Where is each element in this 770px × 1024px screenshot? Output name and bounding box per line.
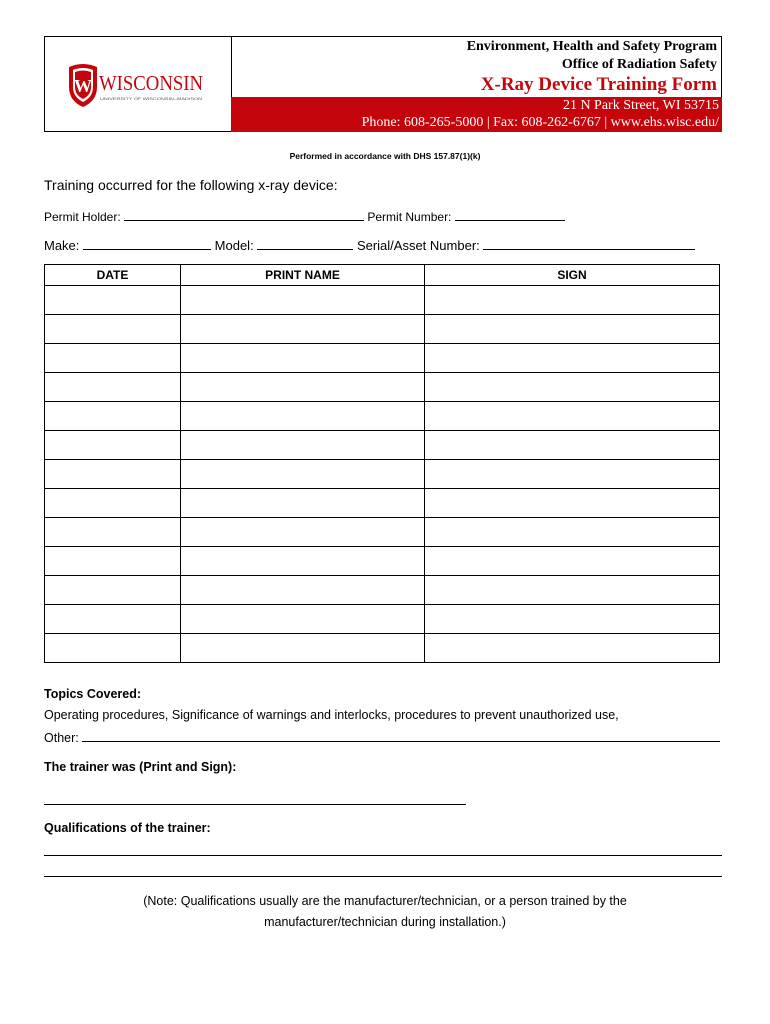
- permit-line: [44, 208, 565, 224]
- note-line-1: (Note: Qualifications usually are the manufacturer/technician, or a person trained by the: [143, 894, 627, 908]
- form-title: X-Ray Device Training Form: [480, 74, 717, 95]
- sign-cell[interactable]: [425, 576, 720, 605]
- print-name-cell[interactable]: [181, 373, 425, 402]
- table-row: [45, 344, 720, 373]
- trainer-heading: The trainer was (Print and Sign):: [44, 760, 237, 774]
- training-log-table: [44, 264, 720, 663]
- permit-holder-label: Permit Holder:: [44, 210, 121, 224]
- table-row: [45, 373, 720, 402]
- topics-text: Operating procedures, Significance of warnings and interlocks, procedures to prevent unauthorized use,: [44, 708, 619, 722]
- date-cell[interactable]: [45, 634, 181, 663]
- contact-bar: [231, 97, 722, 132]
- serial-field[interactable]: [483, 237, 695, 250]
- sign-cell[interactable]: [425, 315, 720, 344]
- date-cell[interactable]: [45, 315, 181, 344]
- office-name: Office of Radiation Safety: [561, 57, 717, 72]
- permit-holder-field[interactable]: [124, 208, 364, 221]
- make-field[interactable]: [83, 237, 211, 250]
- date-cell[interactable]: [45, 518, 181, 547]
- university-logo: [65, 59, 205, 109]
- print-name-cell[interactable]: [181, 605, 425, 634]
- sign-cell[interactable]: [425, 402, 720, 431]
- print-name-cell[interactable]: [181, 286, 425, 315]
- print-name-cell[interactable]: [181, 576, 425, 605]
- table-header-row: [45, 265, 720, 286]
- sign-cell[interactable]: [425, 431, 720, 460]
- qualifications-note: [0, 891, 770, 933]
- date-cell[interactable]: [45, 489, 181, 518]
- topics-heading: Topics Covered:: [44, 687, 142, 701]
- table-row: [45, 460, 720, 489]
- crest-icon: [65, 59, 205, 109]
- date-cell[interactable]: [45, 286, 181, 315]
- date-cell[interactable]: [45, 547, 181, 576]
- table-row: [45, 286, 720, 315]
- date-cell[interactable]: [45, 373, 181, 402]
- model-field[interactable]: [257, 237, 353, 250]
- print-name-cell[interactable]: [181, 460, 425, 489]
- intro-text: Training occurred for the following x-ray device:: [44, 177, 338, 193]
- header-box: [44, 36, 722, 132]
- table-row: [45, 489, 720, 518]
- qualifications-line-2[interactable]: [44, 876, 722, 877]
- sign-cell[interactable]: [425, 344, 720, 373]
- column-header-print-name: PRINT NAME: [181, 265, 425, 286]
- program-name: Environment, Health and Safety Program: [466, 39, 717, 54]
- print-name-cell[interactable]: [181, 518, 425, 547]
- permit-number-label: Permit Number:: [367, 210, 452, 224]
- sign-cell[interactable]: [425, 286, 720, 315]
- date-cell[interactable]: [45, 402, 181, 431]
- permit-number-field[interactable]: [455, 208, 565, 221]
- address: 21 N Park Street, WI 53715: [562, 98, 719, 113]
- table-row: [45, 576, 720, 605]
- sign-cell[interactable]: [425, 489, 720, 518]
- svg-text:UNIVERSITY OF WISCONSIN–MADISO: UNIVERSITY OF WISCONSIN–MADISON: [100, 96, 203, 101]
- print-name-cell[interactable]: [181, 431, 425, 460]
- date-cell[interactable]: [45, 576, 181, 605]
- other-label: Other:: [44, 731, 79, 745]
- print-name-cell[interactable]: [181, 344, 425, 373]
- svg-text:WISCONSIN: WISCONSIN: [99, 71, 203, 95]
- serial-label: Serial/Asset Number:: [356, 238, 480, 253]
- date-cell[interactable]: [45, 344, 181, 373]
- print-name-cell[interactable]: [181, 315, 425, 344]
- print-name-cell[interactable]: [181, 634, 425, 663]
- date-cell[interactable]: [45, 605, 181, 634]
- date-cell[interactable]: [45, 431, 181, 460]
- svg-text:W: W: [74, 76, 92, 96]
- device-line: [44, 237, 695, 253]
- sign-cell[interactable]: [425, 605, 720, 634]
- sign-cell[interactable]: [425, 634, 720, 663]
- model-label: Model:: [214, 238, 254, 253]
- table-row: [45, 315, 720, 344]
- make-label: Make:: [44, 238, 80, 253]
- other-line: [44, 729, 720, 745]
- sign-cell[interactable]: [425, 373, 720, 402]
- column-header-sign: SIGN: [425, 265, 720, 286]
- note-line-2: manufacturer/technician during installation.): [264, 915, 506, 929]
- table-row: [45, 547, 720, 576]
- table-row: [45, 634, 720, 663]
- sign-cell[interactable]: [425, 518, 720, 547]
- print-name-cell[interactable]: [181, 489, 425, 518]
- trainer-signature-line[interactable]: [44, 804, 466, 805]
- column-header-date: DATE: [45, 265, 181, 286]
- other-field[interactable]: [82, 729, 720, 742]
- date-cell[interactable]: [45, 460, 181, 489]
- sign-cell[interactable]: [425, 460, 720, 489]
- table-row: [45, 431, 720, 460]
- print-name-cell[interactable]: [181, 547, 425, 576]
- table-row: [45, 605, 720, 634]
- table-row: [45, 402, 720, 431]
- table-row: [45, 518, 720, 547]
- qualifications-line-1[interactable]: [44, 855, 722, 856]
- qualifications-heading: Qualifications of the trainer:: [44, 821, 211, 835]
- sign-cell[interactable]: [425, 547, 720, 576]
- print-name-cell[interactable]: [181, 402, 425, 431]
- performed-note: Performed in accordance with DHS 157.87(1)(k): [289, 151, 481, 161]
- contact-info: Phone: 608-265-5000 | Fax: 608-262-6767 | www.ehs.wisc.edu/: [361, 115, 719, 130]
